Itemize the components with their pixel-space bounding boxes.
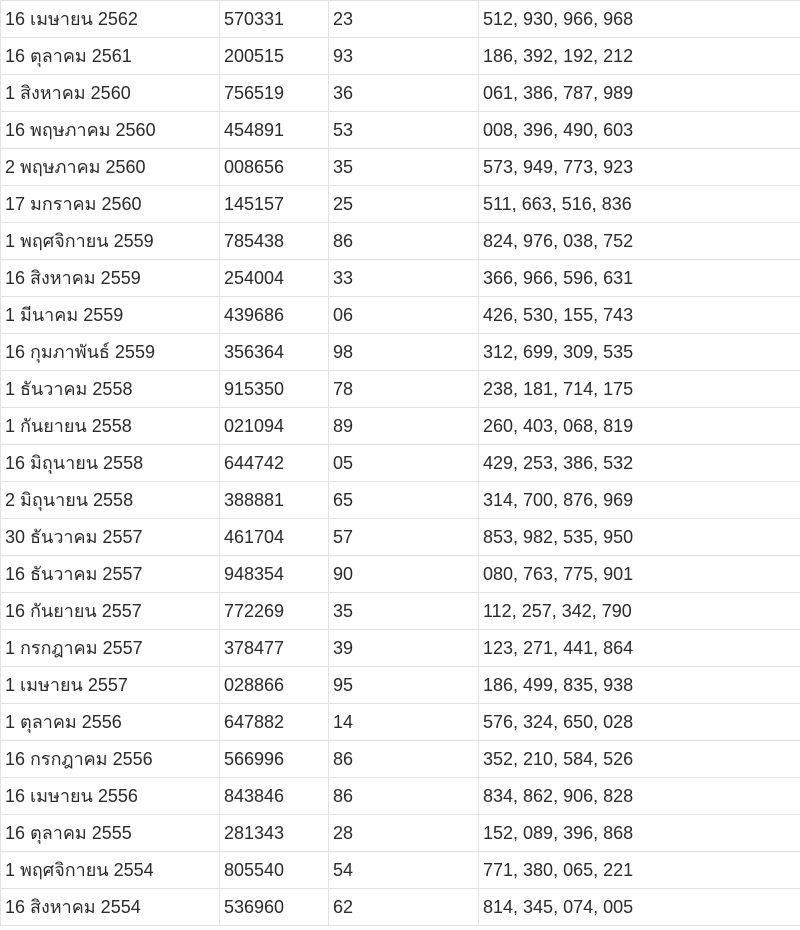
last-two-digits-cell: 86 [329, 778, 479, 815]
draw-date-cell: 16 เมษายน 2556 [1, 778, 220, 815]
table-row [1, 667, 800, 704]
draw-date-cell: 16 สิงหาคม 2559 [1, 260, 220, 297]
first-prize-cell: 772269 [220, 593, 329, 630]
last-two-digits-cell: 14 [329, 704, 479, 741]
first-prize-cell: 145157 [220, 186, 329, 223]
draw-date-cell: 16 กรกฎาคม 2556 [1, 741, 220, 778]
draw-date-cell: 16 ธันวาคม 2557 [1, 556, 220, 593]
last-two-digits-cell: 90 [329, 556, 479, 593]
first-prize-cell: 785438 [220, 223, 329, 260]
draw-date-cell: 30 ธันวาคม 2557 [1, 519, 220, 556]
first-prize-cell: 948354 [220, 556, 329, 593]
three-digit-prizes-cell: 080, 763, 775, 901 [479, 556, 800, 593]
last-two-digits-cell: 28 [329, 815, 479, 852]
last-two-digits-cell: 05 [329, 445, 479, 482]
draw-date-cell: 16 ตุลาคม 2555 [1, 815, 220, 852]
last-two-digits-cell: 62 [329, 889, 479, 926]
three-digit-prizes-cell: 008, 396, 490, 603 [479, 112, 800, 149]
first-prize-cell: 915350 [220, 371, 329, 408]
last-two-digits-cell: 95 [329, 667, 479, 704]
last-two-digits-cell: 35 [329, 593, 479, 630]
draw-date-cell: 16 มิถุนายน 2558 [1, 445, 220, 482]
table-row [1, 186, 800, 223]
first-prize-cell: 281343 [220, 815, 329, 852]
last-two-digits-cell: 53 [329, 112, 479, 149]
first-prize-cell: 200515 [220, 38, 329, 75]
table-row [1, 445, 800, 482]
three-digit-prizes-cell: 853, 982, 535, 950 [479, 519, 800, 556]
table-row [1, 297, 800, 334]
table-row [1, 75, 800, 112]
last-two-digits-cell: 78 [329, 371, 479, 408]
three-digit-prizes-cell: 573, 949, 773, 923 [479, 149, 800, 186]
draw-date-cell: 1 พฤศจิกายน 2559 [1, 223, 220, 260]
last-two-digits-cell: 93 [329, 38, 479, 75]
table-row [1, 482, 800, 519]
table-row [1, 149, 800, 186]
last-two-digits-cell: 23 [329, 1, 479, 38]
three-digit-prizes-cell: 576, 324, 650, 028 [479, 704, 800, 741]
first-prize-cell: 536960 [220, 889, 329, 926]
first-prize-cell: 008656 [220, 149, 329, 186]
table-row [1, 778, 800, 815]
three-digit-prizes-cell: 312, 699, 309, 535 [479, 334, 800, 371]
three-digit-prizes-cell: 260, 403, 068, 819 [479, 408, 800, 445]
table-row [1, 112, 800, 149]
draw-date-cell: 16 สิงหาคม 2554 [1, 889, 220, 926]
table-row [1, 371, 800, 408]
three-digit-prizes-cell: 429, 253, 386, 532 [479, 445, 800, 482]
last-two-digits-cell: 98 [329, 334, 479, 371]
last-two-digits-cell: 39 [329, 630, 479, 667]
table-row [1, 704, 800, 741]
three-digit-prizes-cell: 352, 210, 584, 526 [479, 741, 800, 778]
table-row [1, 260, 800, 297]
lottery-results-body [1, 1, 800, 926]
three-digit-prizes-cell: 112, 257, 342, 790 [479, 593, 800, 630]
first-prize-cell: 843846 [220, 778, 329, 815]
first-prize-cell: 439686 [220, 297, 329, 334]
draw-date-cell: 1 พฤศจิกายน 2554 [1, 852, 220, 889]
draw-date-cell: 1 เมษายน 2557 [1, 667, 220, 704]
draw-date-cell: 16 พฤษภาคม 2560 [1, 112, 220, 149]
table-row [1, 852, 800, 889]
table-row [1, 519, 800, 556]
first-prize-cell: 647882 [220, 704, 329, 741]
first-prize-cell: 254004 [220, 260, 329, 297]
three-digit-prizes-cell: 426, 530, 155, 743 [479, 297, 800, 334]
last-two-digits-cell: 86 [329, 741, 479, 778]
draw-date-cell: 1 ธันวาคม 2558 [1, 371, 220, 408]
first-prize-cell: 028866 [220, 667, 329, 704]
table-row [1, 741, 800, 778]
table-row [1, 334, 800, 371]
three-digit-prizes-cell: 814, 345, 074, 005 [479, 889, 800, 926]
draw-date-cell: 16 กันยายน 2557 [1, 593, 220, 630]
table-row [1, 223, 800, 260]
draw-date-cell: 1 ตุลาคม 2556 [1, 704, 220, 741]
draw-date-cell: 1 กันยายน 2558 [1, 408, 220, 445]
last-two-digits-cell: 89 [329, 408, 479, 445]
three-digit-prizes-cell: 512, 930, 966, 968 [479, 1, 800, 38]
first-prize-cell: 570331 [220, 1, 329, 38]
first-prize-cell: 566996 [220, 741, 329, 778]
first-prize-cell: 388881 [220, 482, 329, 519]
three-digit-prizes-cell: 123, 271, 441, 864 [479, 630, 800, 667]
last-two-digits-cell: 35 [329, 149, 479, 186]
three-digit-prizes-cell: 511, 663, 516, 836 [479, 186, 800, 223]
three-digit-prizes-cell: 834, 862, 906, 828 [479, 778, 800, 815]
three-digit-prizes-cell: 186, 499, 835, 938 [479, 667, 800, 704]
first-prize-cell: 461704 [220, 519, 329, 556]
table-row [1, 630, 800, 667]
last-two-digits-cell: 65 [329, 482, 479, 519]
draw-date-cell: 1 สิงหาคม 2560 [1, 75, 220, 112]
table-row [1, 593, 800, 630]
last-two-digits-cell: 36 [329, 75, 479, 112]
table-row [1, 556, 800, 593]
three-digit-prizes-cell: 238, 181, 714, 175 [479, 371, 800, 408]
three-digit-prizes-cell: 824, 976, 038, 752 [479, 223, 800, 260]
last-two-digits-cell: 25 [329, 186, 479, 223]
last-two-digits-cell: 54 [329, 852, 479, 889]
draw-date-cell: 16 เมษายน 2562 [1, 1, 220, 38]
last-two-digits-cell: 33 [329, 260, 479, 297]
draw-date-cell: 1 มีนาคม 2559 [1, 297, 220, 334]
first-prize-cell: 021094 [220, 408, 329, 445]
three-digit-prizes-cell: 186, 392, 192, 212 [479, 38, 800, 75]
draw-date-cell: 1 กรกฎาคม 2557 [1, 630, 220, 667]
first-prize-cell: 356364 [220, 334, 329, 371]
first-prize-cell: 644742 [220, 445, 329, 482]
first-prize-cell: 454891 [220, 112, 329, 149]
table-row [1, 408, 800, 445]
draw-date-cell: 2 พฤษภาคม 2560 [1, 149, 220, 186]
three-digit-prizes-cell: 771, 380, 065, 221 [479, 852, 800, 889]
three-digit-prizes-cell: 366, 966, 596, 631 [479, 260, 800, 297]
last-two-digits-cell: 06 [329, 297, 479, 334]
three-digit-prizes-cell: 152, 089, 396, 868 [479, 815, 800, 852]
three-digit-prizes-cell: 061, 386, 787, 989 [479, 75, 800, 112]
draw-date-cell: 17 มกราคม 2560 [1, 186, 220, 223]
first-prize-cell: 805540 [220, 852, 329, 889]
first-prize-cell: 378477 [220, 630, 329, 667]
table-row [1, 38, 800, 75]
draw-date-cell: 16 กุมภาพันธ์ 2559 [1, 334, 220, 371]
draw-date-cell: 16 ตุลาคม 2561 [1, 38, 220, 75]
three-digit-prizes-cell: 314, 700, 876, 969 [479, 482, 800, 519]
last-two-digits-cell: 57 [329, 519, 479, 556]
table-row [1, 1, 800, 38]
draw-date-cell: 2 มิถุนายน 2558 [1, 482, 220, 519]
last-two-digits-cell: 86 [329, 223, 479, 260]
first-prize-cell: 756519 [220, 75, 329, 112]
table-row [1, 815, 800, 852]
table-row [1, 889, 800, 926]
